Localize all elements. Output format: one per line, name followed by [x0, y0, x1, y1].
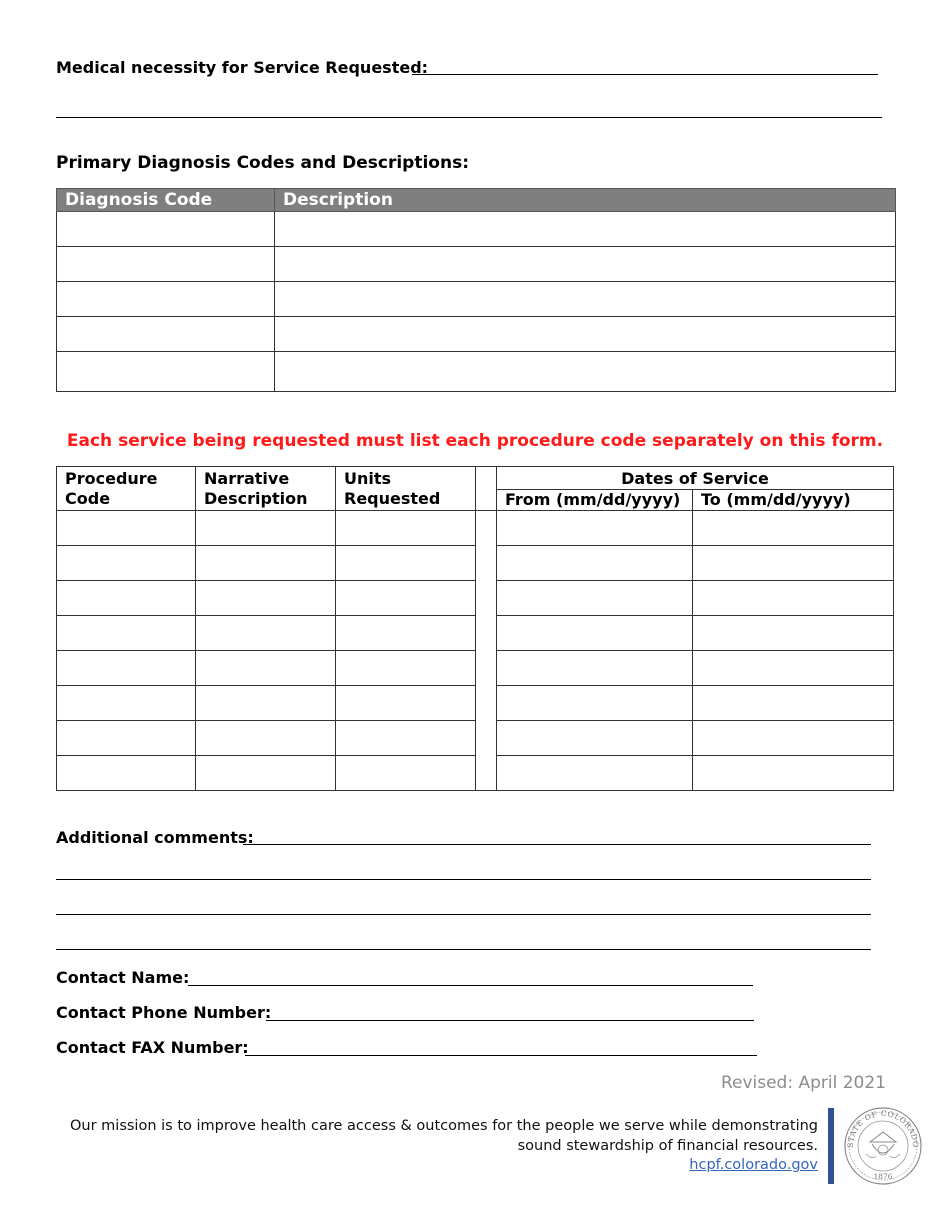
additional-comments-field[interactable]: [243, 844, 871, 845]
colorado-state-seal-icon: [842, 1106, 924, 1186]
to-date-cell[interactable]: [693, 721, 894, 756]
dates-of-service-header: Dates of Service: [497, 467, 894, 490]
medical-necessity-field[interactable]: [412, 74, 878, 75]
to-date-cell[interactable]: [693, 511, 894, 546]
revised-date: Revised: April 2021: [720, 1073, 886, 1093]
to-date-cell[interactable]: [693, 686, 894, 721]
description-cell[interactable]: [275, 247, 896, 282]
units-requested-cell[interactable]: [336, 511, 476, 546]
footer-divider-bar: [828, 1108, 834, 1184]
from-date-header: From (mm/dd/yyyy): [497, 490, 693, 511]
column-gap-cell: [476, 581, 497, 616]
table-row: [57, 352, 896, 392]
diagnosis-code-header: Diagnosis Code: [57, 189, 275, 212]
diagnosis-heading: Primary Diagnosis Codes and Descriptions:: [56, 153, 470, 173]
units-requested-cell[interactable]: [336, 721, 476, 756]
to-date-cell[interactable]: [693, 581, 894, 616]
contact-name-field[interactable]: [188, 985, 753, 986]
from-date-cell[interactable]: [497, 686, 693, 721]
narrative-description-cell[interactable]: [196, 686, 336, 721]
website-link[interactable]: hcpf.colorado.gov: [689, 1157, 818, 1173]
description-cell[interactable]: [275, 352, 896, 392]
column-gap-cell: [476, 686, 497, 721]
procedure-code-cell[interactable]: [57, 546, 196, 581]
table-row: [57, 651, 894, 686]
units-requested-cell[interactable]: [336, 686, 476, 721]
procedure-code-cell[interactable]: [57, 721, 196, 756]
diagnosis-code-cell[interactable]: [57, 317, 275, 352]
to-date-cell[interactable]: [693, 546, 894, 581]
description-cell[interactable]: [275, 317, 896, 352]
seal-arc-text: STATE OF COLORADO: [845, 1108, 921, 1149]
from-date-cell[interactable]: [497, 651, 693, 686]
narrative-description-cell[interactable]: [196, 546, 336, 581]
to-date-header: To (mm/dd/yyyy): [693, 490, 894, 511]
contact-phone-label: Contact Phone Number:: [56, 1003, 272, 1022]
table-row: [57, 546, 894, 581]
procedure-table: [56, 466, 894, 791]
table-row: [57, 686, 894, 721]
procedure-notice: Each service being requested must list each procedure code separately on this form.: [66, 431, 884, 451]
mission-line-1: Our mission is to improve health care access & outcomes for the people we serve while demonstrating: [70, 1118, 818, 1134]
medical-necessity-label: Medical necessity for Service Requested:: [56, 58, 429, 77]
narrative-description-cell[interactable]: [196, 616, 336, 651]
table-row: [57, 317, 896, 352]
to-date-cell[interactable]: [693, 756, 894, 791]
table-row: [57, 511, 894, 546]
contact-fax-field[interactable]: [245, 1055, 757, 1056]
additional-comments-label: Additional comments:: [56, 828, 254, 847]
diagnosis-code-cell[interactable]: [57, 352, 275, 392]
contact-fax-label: Contact FAX Number:: [56, 1038, 249, 1057]
from-date-cell[interactable]: [497, 511, 693, 546]
contact-name-label: Contact Name:: [56, 968, 190, 987]
diagnosis-code-cell[interactable]: [57, 282, 275, 317]
narrative-description-header: Narrative Description: [196, 467, 336, 511]
procedure-code-cell[interactable]: [57, 511, 196, 546]
units-requested-header: Units Requested: [336, 467, 476, 511]
column-gap-cell: [476, 546, 497, 581]
narrative-description-cell[interactable]: [196, 511, 336, 546]
table-row: [57, 721, 894, 756]
diagnosis-code-cell[interactable]: [57, 212, 275, 247]
units-requested-cell[interactable]: [336, 651, 476, 686]
description-cell[interactable]: [275, 282, 896, 317]
units-requested-cell[interactable]: [336, 581, 476, 616]
procedure-code-cell[interactable]: [57, 686, 196, 721]
to-date-cell[interactable]: [693, 651, 894, 686]
description-cell[interactable]: [275, 212, 896, 247]
column-gap: [476, 467, 497, 511]
table-row: [57, 756, 894, 791]
procedure-code-cell[interactable]: [57, 651, 196, 686]
table-row: [57, 282, 896, 317]
contact-phone-field[interactable]: [266, 1020, 754, 1021]
medical-necessity-field-line2[interactable]: [56, 117, 882, 118]
units-requested-cell[interactable]: [336, 756, 476, 791]
diagnosis-table: [56, 188, 896, 392]
from-date-cell[interactable]: [497, 616, 693, 651]
to-date-cell[interactable]: [693, 616, 894, 651]
from-date-cell[interactable]: [497, 756, 693, 791]
additional-comments-line[interactable]: [56, 949, 871, 950]
from-date-cell[interactable]: [497, 581, 693, 616]
procedure-code-header: Procedure Code: [57, 467, 196, 511]
table-row: [57, 581, 894, 616]
from-date-cell[interactable]: [497, 721, 693, 756]
procedure-code-cell[interactable]: [57, 756, 196, 791]
mission-statement: [70, 1117, 818, 1176]
column-gap-cell: [476, 721, 497, 756]
narrative-description-cell[interactable]: [196, 756, 336, 791]
column-gap-cell: [476, 616, 497, 651]
procedure-code-cell[interactable]: [57, 616, 196, 651]
column-gap-cell: [476, 651, 497, 686]
diagnosis-code-cell[interactable]: [57, 247, 275, 282]
table-row: [57, 212, 896, 247]
description-header: Description: [275, 189, 896, 212]
narrative-description-cell[interactable]: [196, 721, 336, 756]
table-row: [57, 247, 896, 282]
narrative-description-cell[interactable]: [196, 651, 336, 686]
from-date-cell[interactable]: [497, 546, 693, 581]
narrative-description-cell[interactable]: [196, 581, 336, 616]
table-row: [57, 616, 894, 651]
seal-year: 1876: [873, 1172, 893, 1181]
column-gap-cell: [476, 511, 497, 546]
additional-comments-line[interactable]: [56, 879, 871, 880]
units-requested-cell[interactable]: [336, 616, 476, 651]
mission-line-2: sound stewardship of financial resources.: [517, 1137, 818, 1154]
column-gap-cell: [476, 756, 497, 791]
procedure-code-cell[interactable]: [57, 581, 196, 616]
units-requested-cell[interactable]: [336, 546, 476, 581]
additional-comments-line[interactable]: [56, 914, 871, 915]
